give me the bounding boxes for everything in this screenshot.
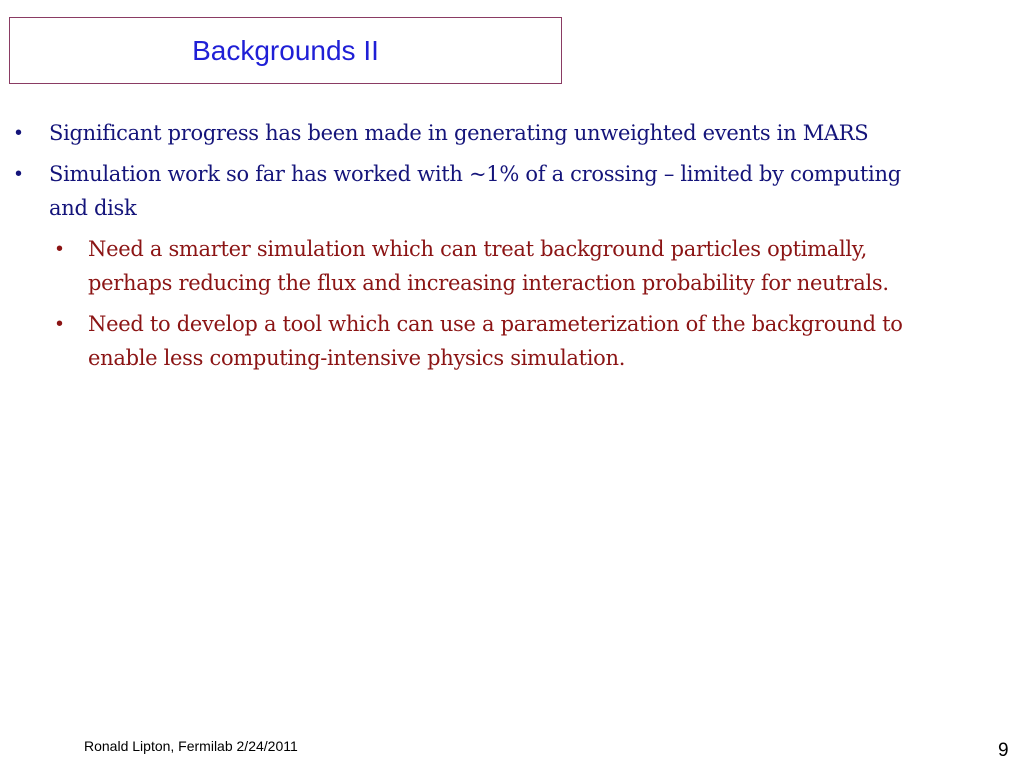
bullet-dot-icon: • (56, 313, 63, 335)
bullet-text: Need a smarter simulation which can treat background particles optimally, perhaps reducing the flux and increasing interaction probability for neutrals. (88, 237, 889, 295)
bullet-item (0, 116, 929, 150)
slide-title: Backgrounds II (192, 34, 379, 66)
bullet-text: Simulation work so far has worked with ~1% of a crossing – limited by computing and disk (49, 162, 901, 220)
sub-bullet-item (0, 307, 908, 375)
page-number: 9 (998, 740, 1009, 761)
footer-credit: Ronald Lipton, Fermilab 2/24/2011 (84, 738, 298, 754)
bullet-text: Significant progress has been made in generating unweighted events in MARS (49, 121, 869, 145)
slide-content (0, 116, 1024, 382)
bullet-dot-icon: • (15, 163, 22, 185)
title-box (9, 17, 562, 84)
bullet-item (0, 157, 929, 225)
bullet-text: Need to develop a tool which can use a parameterization of the background to enable less computing-intensive physics simulation. (88, 312, 903, 370)
sub-bullet-item (0, 232, 908, 300)
bullet-dot-icon: • (56, 238, 63, 260)
bullet-dot-icon: • (15, 122, 22, 144)
